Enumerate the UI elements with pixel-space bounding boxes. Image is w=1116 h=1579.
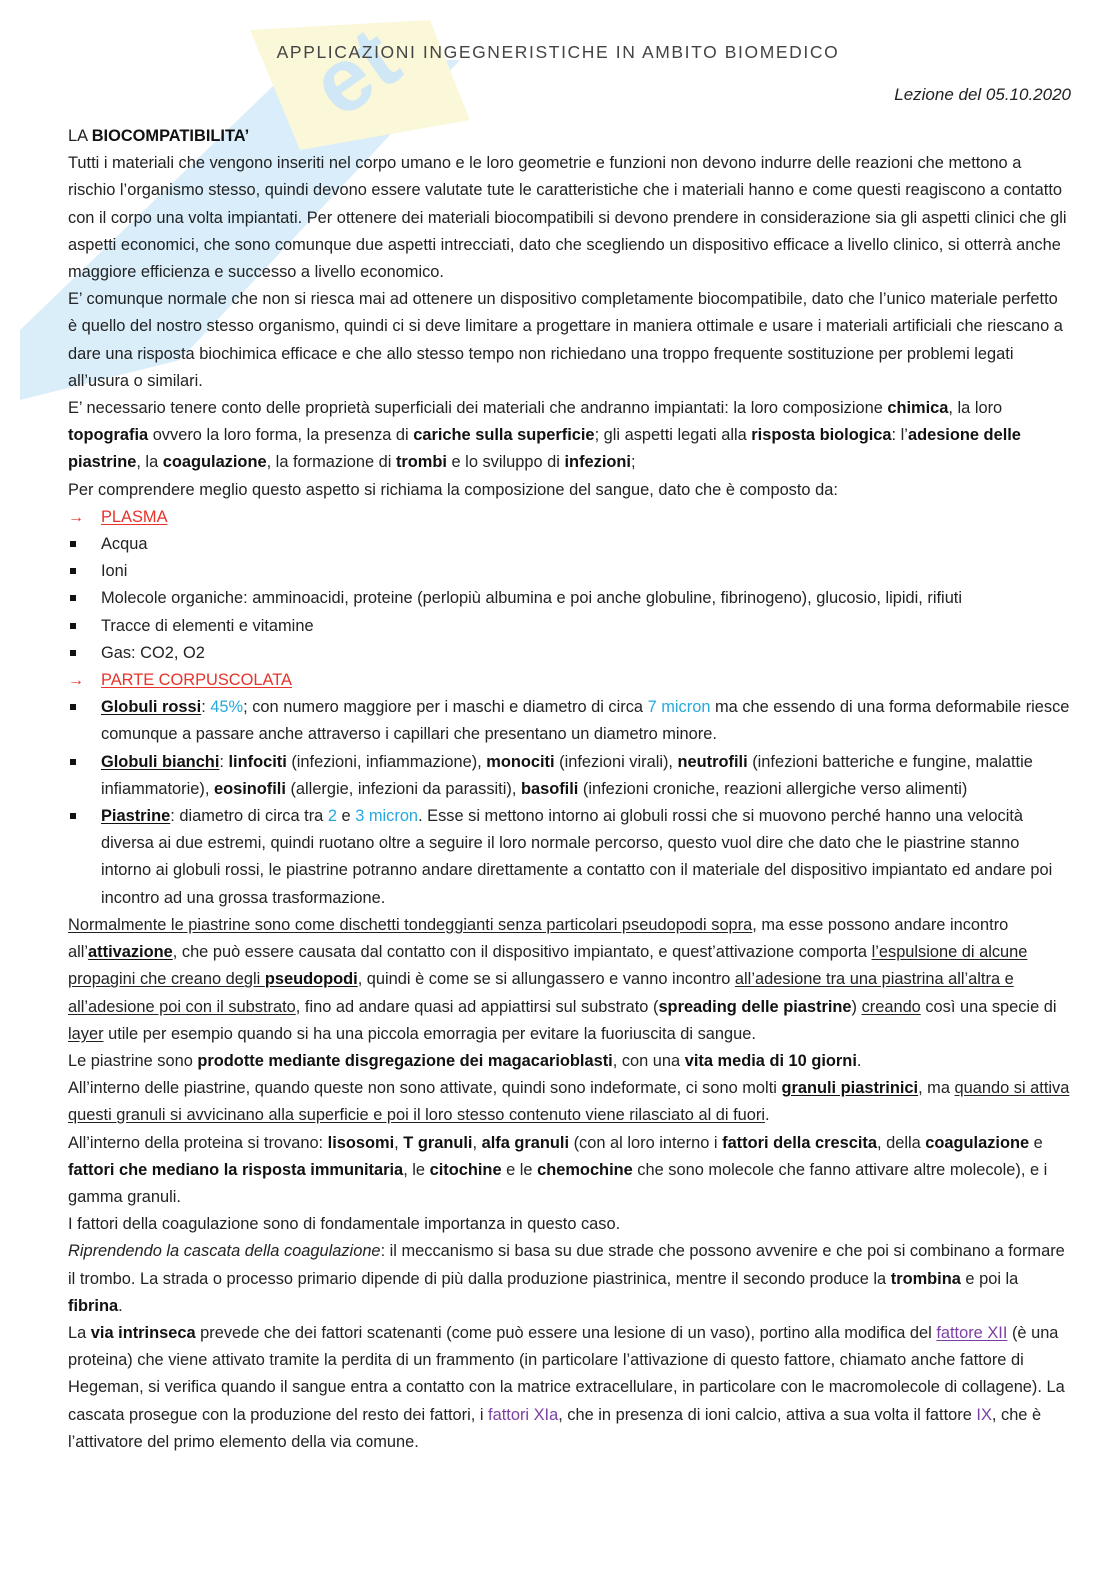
- document-body: [68, 123, 1070, 1456]
- paragraph-intrinsic-pathway: La via intrinseca prevede che dei fattori scatenanti (come può essere una lesione di un vaso), portino alla modifica del fattore XII (è una proteina) che viene attivato tramite la perdita di un frammento (in particolare l’attivazione di questo fattore, chiamato anche fattore di Hegeman, si verifica quando il sangue entra a contatto con la matrice extracellulare, in particolare con le macromolecole di collagene). La cascata prosegue con la produzione del resto dei fattori, i fattori XIa, che in presenza di ioni calcio, attiva a sua volta il fattore IX, che è l’attivatore del primo elemento della via comune.: [68, 1323, 1065, 1451]
- square-bullet-icon: [68, 585, 101, 612]
- page-header: APPLICAZIONI INGEGNERISTICHE IN AMBITO BIOMEDICO: [276, 42, 840, 62]
- square-bullet-icon: [68, 694, 101, 721]
- paragraph-platelet-production: Le piastrine sono prodotte mediante disgregazione dei magacarioblasti, con una vita media di 10 giorni.: [68, 1051, 862, 1070]
- list-item: Ioni: [68, 558, 1070, 585]
- square-bullet-icon: [68, 613, 101, 640]
- list-item: Acqua: [68, 531, 1070, 558]
- list-item-corpuscolata: → PARTE CORPUSCOLATA: [68, 667, 1070, 694]
- arrow-right-icon: →: [68, 672, 84, 690]
- paragraph-platelet-activation: Normalmente le piastrine sono come dischetti tondeggianti senza particolari pseudopodi sopra, ma esse possono andare incontro all’attivazione, che può essere causata dal contatto con il dispositivo impiantato, e quest’attivazione comporta l’espulsione di alcune propagini che creano degli pseudopodi, quindi è come se si allungassero e vanno incontro all’adesione tra una piastrina all’altra e all’adesione poi con il substrato, fino ad andare quasi ad appiattirsi sul substrato (spreading delle piastrine) creando così una specie di layer utile per esempio quando si ha una piccola emorragia per evitare la fuoriuscita di sangue.: [68, 915, 1057, 1043]
- watermark-text: et: [294, 8, 418, 137]
- square-bullet-icon: [68, 558, 101, 585]
- arrow-right-icon: →: [68, 508, 84, 526]
- paragraph-perfect-material: E’ comunque normale che non si riesca mai ad ottenere un dispositivo completamente biocompatibile, dato che l’unico materiale perfetto è quello del nostro stesso organismo, quindi ci si deve limitare a progettare in maniera ottimale e usare i materiali artificiali che riescano a dare una risposta biochimica efficace e che allo stesso tempo non richiedano una troppo frequente sostituzione per problemi legati all’usura o similari.: [68, 290, 1063, 390]
- paragraph-platelet-granules: All’interno delle piastrine, quando queste non sono attivate, quindi sono indeformate, ci sono molti granuli piastrinici, ma quando si attiva questi granuli si avvicinano alla superficie e poi il loro stesso contenuto viene rilasciato al di fuori.: [68, 1079, 1070, 1125]
- list-item: Molecole organiche: amminoacidi, proteine (perlopiù albumina e poi anche globuline, fibrinogeno), glucosio, lipidi, rifiuti: [68, 585, 1070, 612]
- square-bullet-icon: [68, 640, 101, 667]
- square-bullet-icon: [68, 531, 101, 558]
- lecture-date: Lezione del 05.10.2020: [894, 85, 1071, 104]
- paragraph-blood-composition: Per comprendere meglio questo aspetto si richiama la composizione del sangue, dato che è composto da:: [68, 480, 838, 499]
- paragraph-intro: Tutti i materiali che vengono inseriti nel corpo umano e le loro geometrie e funzioni non devono indurre delle reazioni che mettono a rischio l’organismo stesso, quindi devono essere valutate tute le caratteristiche che i materiali hanno e come questi reagiscono a contatto con il corpo una volta impiantati. Per ottenere dei materiali biocompatibili si devono prendere in considerazione sia gli aspetti clinici che gli aspetti economici, che sono comunque due aspetti intrecciati, dato che scegliendo un dispositivo efficace a livello clinico, si otterrà anche maggiore efficienza e successo a livello economico.: [68, 154, 1067, 282]
- list-item-plasma: → PLASMA: [68, 504, 1070, 531]
- section-title: LA BIOCOMPATIBILITA’: [68, 127, 250, 145]
- paragraph-surface-properties: E’ necessario tenere conto delle proprietà superficiali dei materiali che andranno impiantati: la loro composizione chimica, la loro topografia ovvero la loro forma, la presenza di cariche sulla superficie; gli aspetti legati alla risposta biologica: l’adesione delle piastrine, la coagulazione, la formazione di trombi e lo sviluppo di infezioni;: [68, 399, 1021, 472]
- list-item-piastrine: Piastrine: diametro di circa tra 2 e 3 micron. Esse si mettono intorno ai globuli rossi che si muovono perché hanno una velocità diversa ai due estremi, quindi ruotano oltre a seguire il loro normale percorso, questo vuol dire che dato che le piastrine stanno intorno ai globuli rossi, le piastrine potranno andare direttamente a contatto con il materiale del dispositivo impiantato ed andare poi incontro ad una grossa trasformazione.: [68, 803, 1070, 912]
- list-item: Gas: CO2, O2: [68, 640, 1070, 667]
- list-item-globuli-bianchi: Globuli bianchi: linfociti (infezioni, infiammazione), monociti (infezioni virali), neutrofili (infezioni batteriche e fungine, malattie infiammatorie), eosinofili (allergie, infezioni da parassiti), basofili (infezioni croniche, reazioni allergiche verso alimenti): [68, 749, 1070, 803]
- square-bullet-icon: [68, 749, 101, 776]
- blood-components-list: [68, 504, 1070, 912]
- list-item-globuli-rossi: Globuli rossi: 45%; con numero maggiore per i maschi e diametro di circa 7 micron ma che essendo di una forma deformabile riesce comunque a passare anche attraverso i capillari che presentano un diametro minore.: [68, 694, 1070, 748]
- square-bullet-icon: [68, 803, 101, 830]
- paragraph-protein-content: All’interno della proteina si trovano: lisosomi, T granuli, alfa granuli (con al loro interno i fattori della crescita, della coagulazione e fattori che mediano la risposta immunitaria, le citochine e le chemochine che sono molecole che fanno attivare altre molecole), e i gamma granuli.: [68, 1133, 1048, 1206]
- list-item: Tracce di elementi e vitamine: [68, 613, 1070, 640]
- paragraph-coagulation-cascade: Riprendendo la cascata della coagulazione: il meccanismo si basa su due strade che possono avvenire e che poi si combinano a formare il trombo. La strada o processo primario dipende di più dalla produzione piastrinica, mentre il secondo produce la trombina e poi la fibrina.: [68, 1242, 1065, 1315]
- paragraph-coagulation-factors: I fattori della coagulazione sono di fondamentale importanza in questo caso.: [68, 1215, 621, 1234]
